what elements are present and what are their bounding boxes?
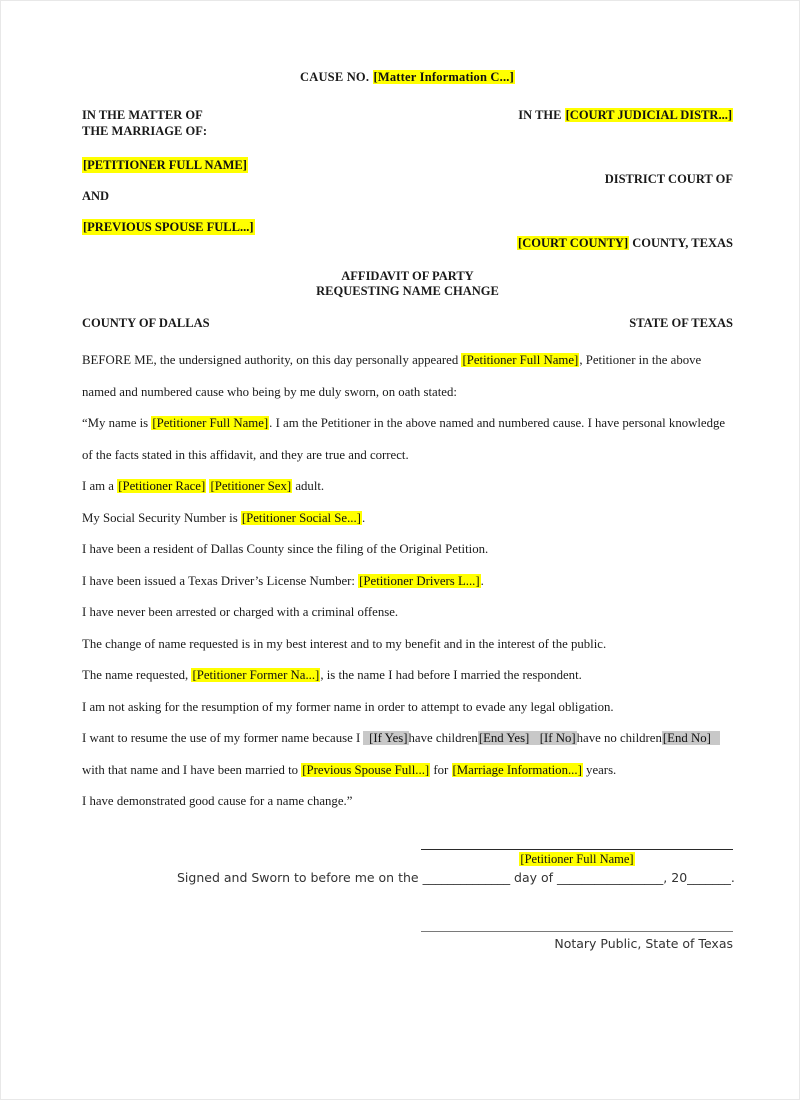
- p3-petitioner-race-field[interactable]: [Petitioner Race]: [118, 479, 206, 493]
- paragraph-drivers-license: [82, 566, 733, 598]
- conditional-marker-icon-no: [530, 731, 538, 745]
- paragraph-no-evasion: I am not asking for the resumption of my former name in order to attempt to evade any legal obligation.: [82, 699, 614, 714]
- caption-county-texas-label: COUNTY, TEXAS: [632, 236, 733, 250]
- document-title-line-1: AFFIDAVIT OF PARTY: [341, 269, 474, 283]
- sworn-statement-line: [177, 870, 735, 885]
- caption-petitioner-name-field[interactable]: [PETITIONER FULL NAME]: [83, 158, 247, 172]
- sworn-day-blank[interactable]: ______________: [422, 869, 511, 885]
- p9-text-a: The name requested,: [82, 668, 192, 682]
- paragraph-name-requested: [82, 660, 733, 692]
- notary-signature-line: [421, 931, 733, 932]
- cause-number-line: [82, 1, 733, 85]
- caption-row-1: [82, 107, 733, 123]
- state-of-label: STATE OF TEXAS: [629, 316, 733, 330]
- p3-text-b: adult.: [292, 479, 325, 493]
- signature-block: [82, 836, 733, 956]
- paragraph-before-me: [82, 345, 733, 408]
- p11-text-b: have children: [408, 731, 478, 745]
- caption-in-the-label: IN THE: [518, 108, 562, 122]
- caption-court-line: [518, 107, 733, 123]
- case-caption: [82, 107, 733, 250]
- paragraph-social-security: [82, 503, 733, 535]
- caption-in-the-matter-of: IN THE MATTER OF: [82, 108, 203, 122]
- p9-text-b: , is the name I had before I married the respondent.: [320, 668, 582, 682]
- paragraph-good-cause: I have demonstrated good cause for a name change.”: [82, 794, 353, 808]
- caption-district-court-of: DISTRICT COURT OF: [604, 172, 733, 186]
- p3-petitioner-sex-field[interactable]: [Petitioner Sex]: [210, 479, 292, 493]
- caption-row-5: [82, 188, 733, 204]
- p11-text-e: for: [430, 762, 452, 777]
- caption-the-marriage-of: THE MARRIAGE OF:: [82, 124, 207, 138]
- document-title: [82, 269, 733, 299]
- p1-text-a: BEFORE ME, the undersigned authority, on this day personally appeared: [82, 353, 462, 367]
- caption-county-line: [517, 235, 733, 251]
- p6-text-b: .: [480, 573, 484, 588]
- sworn-year-blank[interactable]: _______: [687, 869, 731, 885]
- p6-text-a: I have been issued a Texas Driver’s License Number:: [82, 573, 359, 588]
- p4-text-a: My Social Security Number is: [82, 510, 241, 525]
- notary-public-label: Notary Public, State of Texas: [554, 935, 733, 951]
- sworn-text-d: .: [730, 869, 735, 885]
- signature-line: [421, 849, 733, 850]
- document-content: [82, 1, 733, 956]
- paragraph-race-sex: [82, 471, 733, 503]
- p1-petitioner-name-field[interactable]: [Petitioner Full Name]: [462, 353, 579, 367]
- paragraph-residency: I have been a resident of Dallas County since the filing of the Original Petition.: [82, 542, 489, 556]
- p4-social-security-field[interactable]: [Petitioner Social Se...]: [241, 510, 361, 525]
- caption-row-2: [82, 123, 733, 139]
- caption-row-6: [82, 219, 733, 235]
- document-title-line-2: REQUESTING NAME CHANGE: [316, 284, 499, 298]
- sworn-text-c: , 20: [663, 869, 688, 885]
- p11-text-f: years.: [582, 762, 617, 777]
- paragraph-criminal-record: I have never been arrested or charged with a criminal offense.: [82, 605, 399, 619]
- sworn-month-blank[interactable]: _________________: [557, 869, 664, 885]
- sworn-text-b: day of: [510, 869, 558, 885]
- p9-former-name-field[interactable]: [Petitioner Former Na...]: [192, 668, 320, 682]
- caption-row-7: [82, 235, 733, 251]
- caption-and-label: AND: [82, 189, 110, 203]
- county-of-label: COUNTY OF DALLAS: [82, 316, 210, 330]
- p4-text-b: .: [361, 510, 366, 525]
- p11-if-yes-tag[interactable]: [If Yes]: [369, 731, 408, 745]
- p11-if-no-tag[interactable]: [If No]: [539, 731, 576, 745]
- signature-petitioner-name-field[interactable]: [Petitioner Full Name]: [520, 851, 634, 866]
- caption-court-county-field[interactable]: [COURT COUNTY]: [518, 236, 629, 250]
- p2-petitioner-name-field[interactable]: [Petitioner Full Name]: [152, 416, 269, 430]
- p3-text-a: I am a: [82, 479, 118, 493]
- p11-text-c: have no children: [576, 731, 662, 745]
- signature-name-row: [421, 852, 733, 867]
- p2-text-a: “My name is: [82, 416, 152, 430]
- p11-text-d: with that name and I have been married to: [82, 762, 302, 777]
- caption-previous-spouse-field[interactable]: [PREVIOUS SPOUSE FULL...]: [83, 220, 254, 234]
- caption-row-4: [82, 171, 733, 187]
- conditional-marker-trailing: [712, 731, 720, 745]
- caption-court-field[interactable]: [COURT JUDICIAL DISTR...]: [565, 108, 732, 122]
- p11-end-yes-tag[interactable]: [End Yes]: [478, 731, 530, 745]
- p11-marriage-information-field[interactable]: [Marriage Information...]: [452, 762, 582, 777]
- p2-text-b: . I am the Petitioner in the above named and numbered cause. I have personal knowledge of the facts stated in this affidavit, and they are true and correct.: [82, 416, 726, 462]
- cause-number-label: CAUSE NO.: [300, 70, 370, 84]
- sworn-text-a: Signed and Sworn to before me on the: [177, 869, 423, 885]
- affidavit-body: [82, 345, 733, 818]
- cause-number-field[interactable]: [Matter Information C...]: [373, 70, 514, 84]
- paragraph-my-name-is: [82, 408, 733, 471]
- p11-previous-spouse-field[interactable]: [Previous Spouse Full...]: [302, 762, 430, 777]
- p6-drivers-license-field[interactable]: [Petitioner Drivers L...]: [359, 573, 480, 588]
- county-state-row: [82, 316, 733, 334]
- p11-end-no-tag[interactable]: [End No]: [662, 731, 711, 745]
- paragraph-resume-former-name: [82, 723, 733, 786]
- p11-text-a: I want to resume the use of my former name because I: [82, 731, 364, 745]
- p1-text-b: , Petitioner in the above named and numbered cause who being by me duly sworn, on oath stated:: [82, 353, 702, 399]
- paragraph-best-interest: The change of name requested is in my best interest and to my benefit and in the interest of the public.: [82, 636, 607, 651]
